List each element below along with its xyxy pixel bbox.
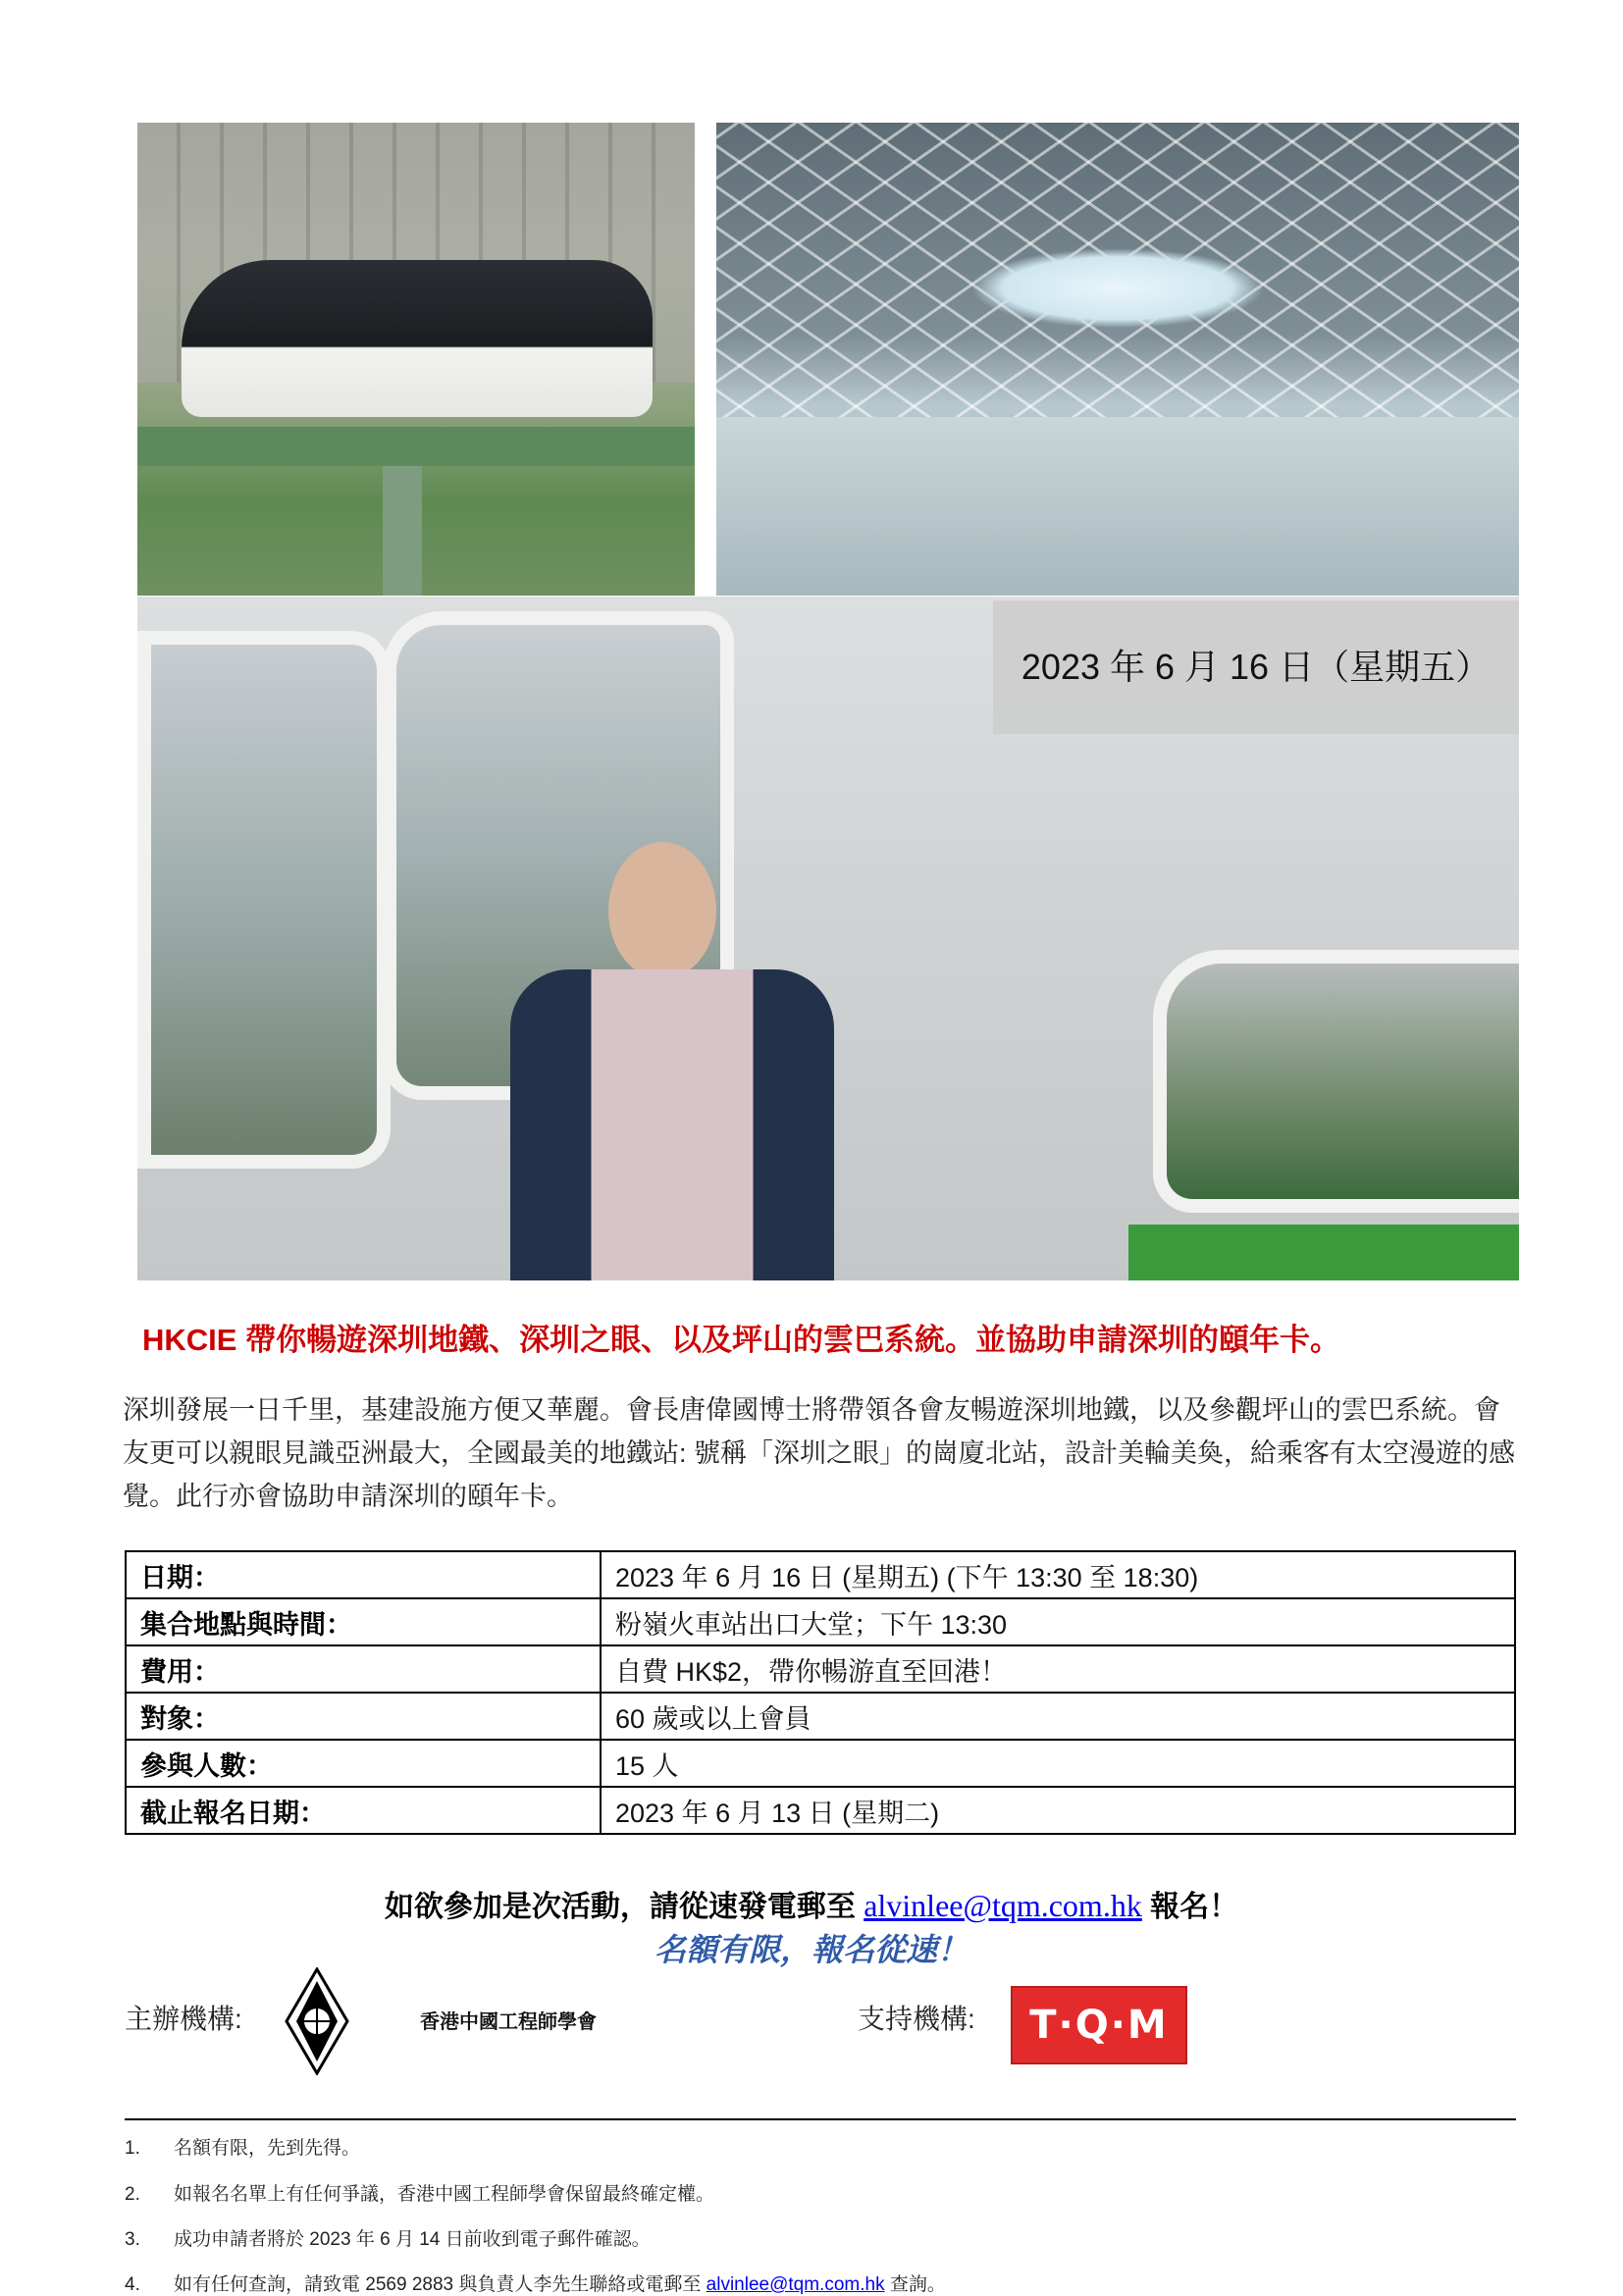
- row-label: 對象：: [126, 1693, 601, 1740]
- row-value: 2023 年 6 月 13 日 (星期二): [601, 1787, 1515, 1834]
- footnote-number: 4.: [125, 2274, 140, 2295]
- photo-window-right: [1153, 950, 1519, 1213]
- photo-seat: [1128, 1225, 1519, 1280]
- hkcie-logo-icon: [285, 1967, 349, 2075]
- organizer-name: 香港中國工程師學會: [420, 2011, 597, 2033]
- tqm-logo-text: T·Q·M: [1029, 2003, 1169, 2048]
- cta-email-link[interactable]: alvinlee@tqm.com.hk: [864, 1888, 1142, 1923]
- footnote-item: [125, 2133, 360, 2160]
- row-label: 集合地點與時間：: [126, 1598, 601, 1645]
- table-row: [126, 1598, 1515, 1645]
- cta-suffix: 報名！: [1141, 1891, 1239, 1923]
- tqm-logo: [1011, 1986, 1187, 2064]
- footnote-email-link[interactable]: alvinlee@tqm.com.hk: [706, 2274, 885, 2295]
- footnote-item: [125, 2224, 651, 2251]
- date-overlay: [993, 600, 1519, 734]
- table-row: [126, 1693, 1515, 1740]
- organizer-label: 主辦機構:: [125, 2004, 242, 2034]
- table-row: [126, 1787, 1515, 1834]
- row-label: 截止報名日期：: [126, 1787, 601, 1834]
- footnote-item: [125, 2270, 946, 2296]
- table-row: [126, 1551, 1515, 1598]
- footnote-divider: [125, 2118, 1516, 2120]
- photo-pillar: [383, 466, 422, 596]
- footnote-text: 名額有限，先到先得。: [174, 2138, 361, 2159]
- intro-paragraph: 深圳發展一日千里，基建設施方便又華麗。會長唐偉國博士將帶領各會友暢遊深圳地鐵，以及參觀坪山的雲巴系統。會友更可以親眼見識亞洲最大，全國最美的地鐵站: 號稱「深圳之眼」的崗廈北站，設計美輪美奐，給乘客有太空漫遊的感覺。此行亦會協助申請深圳的頤年卡。: [123, 1395, 1516, 1511]
- row-label: 參與人數：: [126, 1740, 601, 1787]
- row-value: 15 人: [601, 1740, 1515, 1787]
- photo-person: [510, 842, 834, 1280]
- photo-guideway: [137, 427, 695, 466]
- row-value: 2023 年 6 月 16 日 (星期五) (下午 13:30 至 18:30): [601, 1551, 1515, 1598]
- details-table: [125, 1550, 1516, 1835]
- footnote-text: 如報名名單上有任何爭議，香港中國工程師學會保留最終確定權。: [174, 2184, 715, 2205]
- row-label: 日期：: [126, 1551, 601, 1598]
- table-row: [126, 1645, 1515, 1693]
- row-value: 粉嶺火車站出口大堂；下午 13:30: [601, 1598, 1515, 1645]
- row-label: 費用：: [126, 1645, 601, 1693]
- photo-person-head: [608, 842, 716, 979]
- row-value: 自費 HK$2，帶你暢游直至回港！: [601, 1645, 1515, 1693]
- footnote-text: 成功申請者將於 2023 年 6 月 14 日前收到電子郵件確認。: [174, 2229, 651, 2250]
- supporter-label: 支持機構:: [858, 2004, 975, 2034]
- row-value: 60 歲或以上會員: [601, 1693, 1515, 1740]
- station-photo: [716, 123, 1519, 596]
- photo-train: [182, 260, 653, 417]
- date-overlay-text: 2023 年 6 月 16 日（星期五）: [1021, 647, 1492, 687]
- footnote-number: 2.: [125, 2184, 140, 2205]
- footnote-suffix: 查詢。: [884, 2274, 946, 2295]
- footnote-number: 1.: [125, 2138, 140, 2159]
- call-to-action: [0, 1882, 1623, 1925]
- footnote-number: 3.: [125, 2229, 140, 2250]
- photo-person-body: [510, 969, 834, 1280]
- headline: HKCIE 帶你暢遊深圳地鐵、深圳之眼、以及坪山的雲巴系統。並協助申請深圳的頤年卡。: [142, 1323, 1341, 1357]
- footnote-text: 如有任何查詢，請致電 2569 2883 與負責人李先生聯絡或電郵至: [174, 2274, 707, 2295]
- footnote-item: [125, 2179, 714, 2206]
- cta-subtitle: 名額有限，報名從速！: [654, 1932, 969, 1967]
- photo-station-floor: [716, 417, 1519, 596]
- photo-window-left: [137, 631, 391, 1169]
- monorail-photo: [137, 123, 695, 596]
- cta-prefix: 如欲參加是次活動，請從速發電郵至: [384, 1891, 864, 1923]
- table-row: [126, 1740, 1515, 1787]
